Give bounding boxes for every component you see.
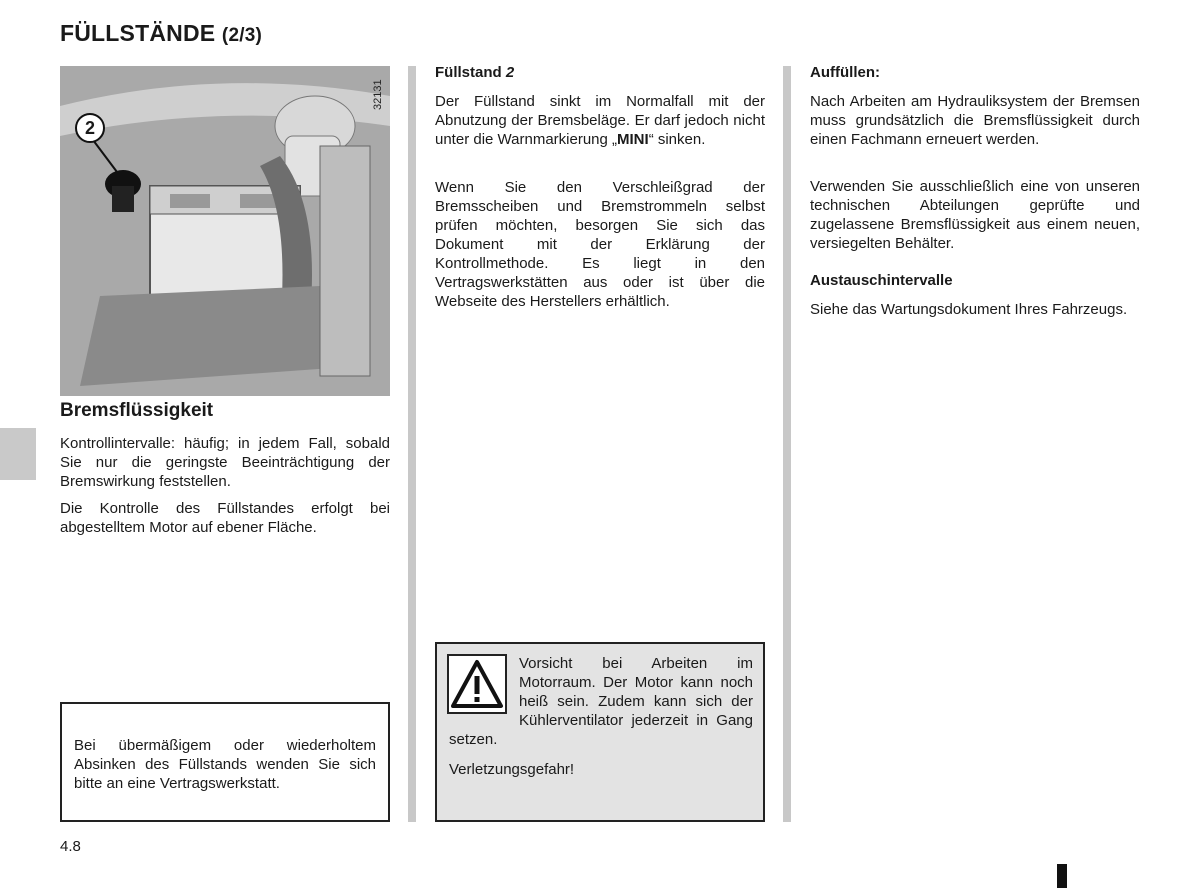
page-number: 4.8 — [60, 838, 81, 855]
mini-mark-label: MINI — [617, 131, 649, 148]
heading-refill: Auffüllen: — [810, 64, 880, 81]
paragraph-maintenance-doc: Siehe das Wartungsdokument Ihres Fahrzeugs. — [810, 301, 1128, 318]
info-box — [60, 702, 390, 822]
page-title-text: FÜLLSTÄNDE — [60, 20, 216, 46]
paragraph-level-drop-start: Der Füllstand sinkt im Normalfall mit der Abnutzung der Bremsbeläge. Er darf jedoch nicht unter die Warnmarkierung „ — [435, 93, 765, 148]
subheading-text: Füllstand — [435, 64, 502, 81]
info-box-text: Bei übermäßigem oder wiederholtem Absinken des Füllstands wenden Sie sich bitte an eine Vertragswerkstatt. — [74, 737, 376, 792]
warning-box — [435, 642, 765, 822]
subheading-number: 2 — [505, 64, 515, 81]
engine-bay-drawing — [60, 66, 390, 396]
paragraph-refill: Nach Arbeiten am Hydrauliksystem der Bremsen muss grundsätzlich die Bremsflüssigkeit durch einen Fachmann erneuert werden. — [810, 93, 1140, 148]
subheading-level2 — [435, 64, 514, 81]
heading-replacement-intervals: Austauschintervalle — [810, 272, 953, 289]
page-title-suffix: (2/3) — [221, 25, 262, 46]
engine-bay-illustration — [60, 66, 390, 396]
paragraph-level-drop-end: “ sinken. — [648, 131, 706, 148]
warning-danger-text: Verletzungsgefahr! — [449, 761, 575, 778]
paragraph-wear-check: Wenn Sie den Verschleißgrad der Bremsscheiben und Bremstrommeln selbst prüfen möchten, besorgen Sie sich das Dokument mit der Erklärung der Kontrollmethode. Es liegt in den Vertragswerkstätten aus oder ist über die Webseite des Herstellers erhältlich. — [435, 179, 765, 310]
paragraph-check-conditions: Die Kontrolle des Füllstandes erfolgt bei abgestelltem Motor auf ebener Fläche. — [60, 500, 390, 536]
paragraph-level-drop — [435, 92, 765, 149]
column-divider-left — [408, 66, 416, 822]
page-edge-marker — [1057, 864, 1067, 888]
chapter-tab — [0, 428, 36, 480]
section-heading: Bremsflüssigkeit — [60, 400, 214, 421]
page-title — [60, 20, 262, 47]
figure-number: 32131 — [372, 79, 384, 110]
callout-marker: 2 — [75, 113, 105, 143]
warning-text-content: Vorsicht bei Arbeiten im Motorraum. Der Motor kann noch heiß sein. Zudem kann sich der Kühlerventilator jederzeit in Gang setzen. — [449, 655, 753, 748]
warning-text-icon-spacer — [449, 654, 519, 730]
paragraph-intervals: Kontrollintervalle: häufig; in jedem Fall, sobald Sie nur die geringste Beeinträchtigung der Bremswirkung feststellen. — [60, 435, 390, 490]
warning-text — [449, 654, 753, 749]
column-divider-right — [783, 66, 791, 822]
paragraph-approved-fluid: Verwenden Sie ausschließlich eine von unseren technischen Abteilungen geprüfte und zugelassene Bremsflüssigkeit aus einem neuen, versiegelten Behälter. — [810, 178, 1140, 252]
